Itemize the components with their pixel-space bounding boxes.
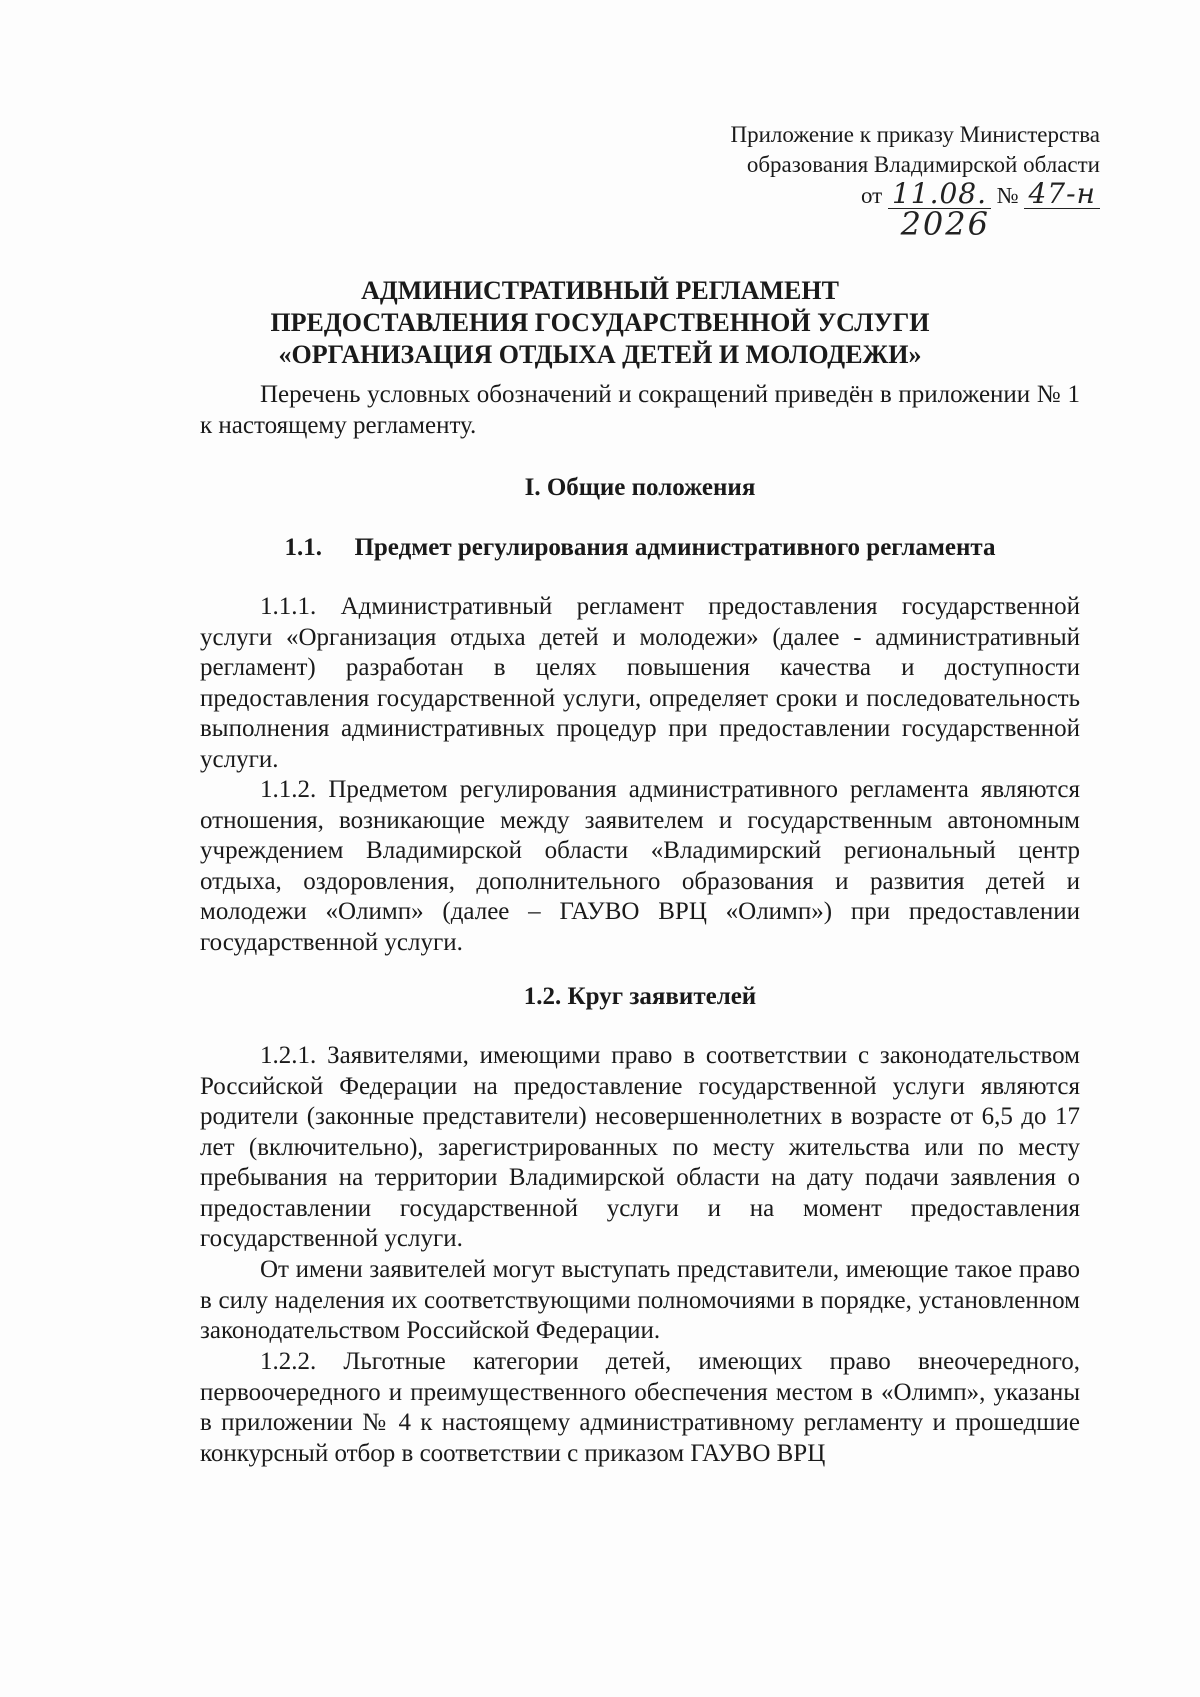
paragraph-1-1-2-text: 1.1.2. Предметом регулирования административного регламента являются отношения, возникающие между заявителем и государственным автономным учреждением Владимирской области «Владимирский региональный центр отдыха, оздоровления, дополнительного образования и развития детей и молодежи «Олимп» (далее – ГАУВО ВРЦ «Олимп») при предоставлении государственной услуги. [200, 776, 1080, 956]
paragraph-1-1-1-text: 1.1.1. Административный регламент предоставления государственной услуги «Организация отдыха детей и молодежи» (далее - административный регламент) разработан в целях повышения качества и доступности предоставления государственной услуги, определяет сроки и последовательность выполнения административных процедур при предоставлении государственной услуги. [200, 593, 1080, 773]
appendix-header [731, 120, 1101, 211]
intro-text: Перечень условных обозначений и сокращений приведён в приложении № 1 к настоящему регламенту. [200, 381, 1080, 439]
title-line-1: АДМИНИСТРАТИВНЫЙ РЕГЛАМЕНТ [361, 276, 839, 305]
subsection-1-1-title: Предмет регулирования административного регламента [354, 534, 996, 561]
appendix-line-2: образования Владимирской области [746, 152, 1100, 177]
paragraph-1-1-2 [200, 775, 1080, 958]
paragraph-1-2-2-text: 1.2.2. Льготные категории детей, имеющих право внеочередного, первоочередного и преимущественного обеспечения местом в «Олимп», указаны в приложении № 4 к настоящему административному регламенту и прошедшие конкурсный отбор в соответствии с приказом ГАУВО ВРЦ [200, 1348, 1080, 1467]
handwritten-date: 11.08. [888, 180, 991, 209]
title-line-3: «ОРГАНИЗАЦИЯ ОТДЫХА ДЕТЕЙ И МОЛОДЕЖИ» [278, 340, 922, 369]
intro-paragraph [200, 380, 1080, 441]
handwritten-number: 47-н [1024, 180, 1100, 209]
paragraph-1-2-1 [200, 1041, 1080, 1255]
paragraph-representatives [200, 1255, 1080, 1347]
paragraph-representatives-text: От имени заявителей могут выступать представители, имеющие такое право в силу наделения их соответствующими полномочиями в порядке, установленном законодательством Российской Федерации. [200, 1256, 1080, 1344]
section-1-heading: I. Общие положения [524, 474, 756, 501]
number-sign: № [996, 183, 1019, 208]
subsection-1-1-heading [200, 533, 1080, 563]
paragraph-1-1-1 [200, 592, 1080, 775]
date-prefix: от [860, 183, 883, 208]
subsection-1-1-number: 1.1. [284, 534, 322, 561]
title-line-2: ПРЕДОСТАВЛЕНИЯ ГОСУДАРСТВЕННОЙ УСЛУГИ [270, 308, 930, 337]
paragraph-1-2-2 [200, 1347, 1080, 1469]
subsection-1-2-heading: 1.2. Круг заявителей [523, 983, 757, 1010]
appendix-line-1: Приложение к приказу Министерства [730, 122, 1100, 147]
paragraph-1-2-1-text: 1.2.1. Заявителями, имеющими право в соответствии с законодательством Российской Федерации на предоставление государственной услуги являются родители (законные представители) несовершеннолетних в возрасте от 6,5 до 17 лет (включительно), зарегистрированных по месту жительства или по месту пребывания на территории Владимирской области на дату подачи заявления о предоставлении государственной услуги и на момент предоставления государственной услуги. [200, 1042, 1080, 1252]
document-title [0, 275, 1200, 371]
handwritten-year: 2026 [900, 205, 990, 243]
